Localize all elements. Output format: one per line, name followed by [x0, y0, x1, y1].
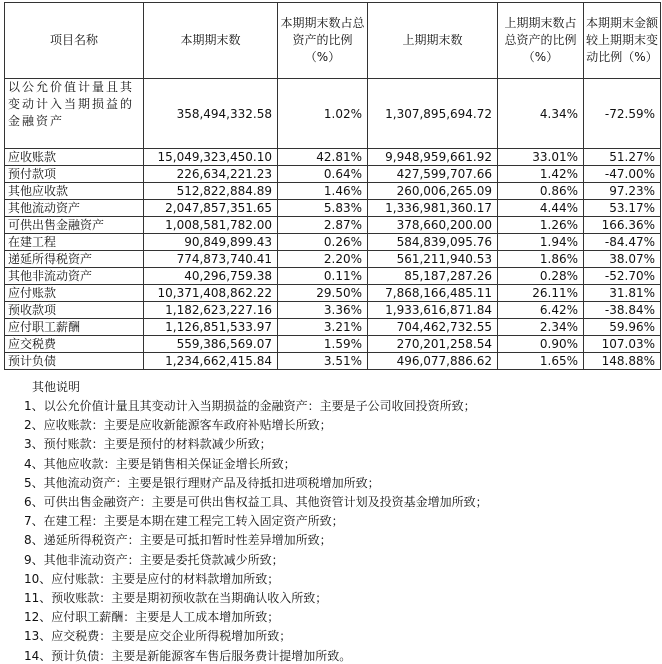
cell-change-ratio: -72.59%: [584, 79, 661, 149]
header-current-ratio: 本期期末数占总资产的比例（%）: [278, 3, 368, 79]
cell-previous-ratio: 4.44%: [498, 200, 584, 217]
cell-change-ratio: -52.70%: [584, 268, 661, 285]
cell-previous-ratio: 4.34%: [498, 79, 584, 149]
cell-previous-ratio: 1.86%: [498, 251, 584, 268]
cell-current-amount: 2,047,857,351.65: [144, 200, 278, 217]
cell-previous-amount: 584,839,095.76: [368, 234, 498, 251]
note-item: 11、预收账款：主要是期初预收款在当期确认收入所致；: [24, 591, 328, 605]
cell-change-ratio: 51.27%: [584, 149, 661, 166]
cell-previous-amount: 7,868,166,485.11: [368, 285, 498, 302]
cell-previous-ratio: 0.90%: [498, 336, 584, 353]
cell-previous-amount: 427,599,707.66: [368, 166, 498, 183]
cell-previous-ratio: 1.42%: [498, 166, 584, 183]
cell-previous-amount: 1,933,616,871.84: [368, 302, 498, 319]
cell-item-name: 预计负债: [5, 353, 144, 370]
cell-current-ratio: 0.26%: [278, 234, 368, 251]
cell-current-ratio: 0.11%: [278, 268, 368, 285]
cell-item-name: 预付款项: [5, 166, 144, 183]
cell-change-ratio: 166.36%: [584, 217, 661, 234]
cell-current-amount: 1,008,581,782.00: [144, 217, 278, 234]
table-row: [5, 285, 661, 302]
cell-item-name: 应交税费: [5, 336, 144, 353]
table-row: [5, 268, 661, 285]
cell-change-ratio: 148.88%: [584, 353, 661, 370]
cell-change-ratio: 53.17%: [584, 200, 661, 217]
cell-previous-amount: 260,006,265.09: [368, 183, 498, 200]
cell-previous-ratio: 0.86%: [498, 183, 584, 200]
cell-current-ratio: 42.81%: [278, 149, 368, 166]
cell-item-name: 其他流动资产: [5, 200, 144, 217]
notes-title: 其他说明: [32, 380, 81, 394]
note-item: 3、预付账款：主要是预付的材料款减少所致；: [24, 437, 272, 452]
cell-item-name: 其他应收款: [5, 183, 144, 200]
note-item: 10、应付账款：主要是应付的材料款增加所致；: [24, 571, 280, 586]
table-row: [5, 302, 661, 319]
note-item: 5、其他流动资产：主要是银行理财产品及待抵扣进项税增加所致；: [24, 475, 380, 490]
cell-current-amount: 1,234,662,415.84: [144, 353, 278, 370]
cell-previous-amount: 378,660,200.00: [368, 217, 498, 234]
cell-previous-ratio: 2.34%: [498, 319, 584, 336]
cell-change-ratio: 107.03%: [584, 336, 661, 353]
table-row: [5, 200, 661, 217]
cell-item-name: 应付职工薪酬: [5, 319, 144, 336]
table-row: [5, 319, 661, 336]
cell-current-ratio: 29.50%: [278, 285, 368, 302]
cell-previous-ratio: 6.42%: [498, 302, 584, 319]
cell-change-ratio: 97.23%: [584, 183, 661, 200]
cell-current-ratio: 3.36%: [278, 302, 368, 319]
cell-current-amount: 1,182,623,227.16: [144, 302, 278, 319]
cell-current-ratio: 0.64%: [278, 166, 368, 183]
cell-item-name: 应付账款: [5, 285, 144, 302]
cell-current-amount: 559,386,569.07: [144, 336, 278, 353]
table-header-row: [5, 3, 661, 79]
cell-previous-ratio: 0.28%: [498, 268, 584, 285]
cell-current-amount: 358,494,332.58: [144, 79, 278, 149]
cell-previous-amount: 1,336,981,360.17: [368, 200, 498, 217]
table-row: [5, 217, 661, 234]
cell-current-ratio: 3.21%: [278, 319, 368, 336]
table-row: [5, 353, 661, 370]
cell-current-amount: 90,849,899.43: [144, 234, 278, 251]
table-row: [5, 166, 661, 183]
cell-current-amount: 774,873,740.41: [144, 251, 278, 268]
header-previous-ratio: 上期期末数占总资产的比例（%）: [498, 3, 584, 79]
cell-change-ratio: 31.81%: [584, 285, 661, 302]
cell-current-amount: 226,634,221.23: [144, 166, 278, 183]
cell-current-ratio: 2.20%: [278, 251, 368, 268]
cell-change-ratio: 59.96%: [584, 319, 661, 336]
cell-previous-amount: 1,307,895,694.72: [368, 79, 498, 149]
note-item: 1、以公允价值计量且其变动计入当期损益的金融资产：主要是子公司收回投资所致；: [24, 399, 476, 413]
cell-previous-amount: 9,948,959,661.92: [368, 149, 498, 166]
cell-change-ratio: 38.07%: [584, 251, 661, 268]
header-item-name: 项目名称: [5, 3, 144, 79]
cell-current-ratio: 1.02%: [278, 79, 368, 149]
cell-previous-amount: 85,187,287.26: [368, 268, 498, 285]
header-previous-amount: 上期期末数: [368, 3, 498, 79]
table-row: [5, 183, 661, 200]
cell-current-ratio: 1.59%: [278, 336, 368, 353]
cell-previous-amount: 561,211,940.53: [368, 251, 498, 268]
cell-previous-ratio: 1.26%: [498, 217, 584, 234]
cell-item-name: 递延所得税资产: [5, 251, 144, 268]
note-item: 12、应付职工薪酬：主要是人工成本增加所致；: [24, 610, 280, 625]
cell-current-ratio: 1.46%: [278, 183, 368, 200]
cell-item-name: 预收款项: [5, 302, 144, 319]
note-item: 2、应收账款：主要是应收新能源客车政府补贴增长所致；: [24, 418, 332, 433]
cell-item-name: 可供出售金融资产: [5, 217, 144, 234]
cell-previous-amount: 270,201,258.54: [368, 336, 498, 353]
financial-table: [4, 2, 661, 370]
cell-item-name: 应收账款: [5, 149, 144, 166]
cell-previous-ratio: 1.65%: [498, 353, 584, 370]
note-item: 7、在建工程：主要是本期在建工程完工转入固定资产所致；: [24, 514, 344, 529]
cell-change-ratio: -84.47%: [584, 234, 661, 251]
cell-current-amount: 512,822,884.89: [144, 183, 278, 200]
table-row: [5, 234, 661, 251]
cell-item-name: 其他非流动资产: [5, 268, 144, 285]
note-item: 9、其他非流动资产：主要是委托贷款减少所致；: [24, 552, 284, 567]
cell-change-ratio: -38.84%: [584, 302, 661, 319]
table-row: [5, 251, 661, 268]
cell-previous-amount: 704,462,732.55: [368, 319, 498, 336]
table-row: [5, 336, 661, 353]
note-item: 4、其他应收款：主要是销售相关保证金增长所致；: [24, 456, 296, 471]
note-item: 14、预计负债：主要是新能源客车售后服务费计提增加所致。: [24, 648, 352, 663]
table-body: [5, 79, 661, 370]
cell-current-ratio: 5.83%: [278, 200, 368, 217]
cell-change-ratio: -47.00%: [584, 166, 661, 183]
cell-previous-ratio: 1.94%: [498, 234, 584, 251]
cell-item-name: 在建工程: [5, 234, 144, 251]
cell-current-amount: 10,371,408,862.22: [144, 285, 278, 302]
table-row: [5, 79, 661, 149]
note-item: 8、递延所得税资产：主要是可抵扣暂时性差异增加所致；: [24, 533, 332, 548]
table-row: [5, 149, 661, 166]
cell-item-name: 以公允价值计量且其变动计入当期损益的金融资产: [5, 79, 144, 149]
cell-previous-ratio: 33.01%: [498, 149, 584, 166]
cell-current-amount: 40,296,759.38: [144, 268, 278, 285]
note-item: 13、应交税费：主要是应交企业所得税增加所致；: [24, 629, 292, 644]
note-item: 6、可供出售金融资产：主要是可供出售权益工具、其他资管计划及投资基金增加所致；: [24, 495, 488, 509]
header-change-ratio: 本期期末金额较上期期末变动比例（%）: [584, 3, 661, 79]
cell-current-ratio: 3.51%: [278, 353, 368, 370]
cell-previous-amount: 496,077,886.62: [368, 353, 498, 370]
cell-current-amount: 1,126,851,533.97: [144, 319, 278, 336]
header-current-amount: 本期期末数: [144, 3, 278, 79]
cell-current-amount: 15,049,323,450.10: [144, 149, 278, 166]
cell-previous-ratio: 26.11%: [498, 285, 584, 302]
cell-current-ratio: 2.87%: [278, 217, 368, 234]
